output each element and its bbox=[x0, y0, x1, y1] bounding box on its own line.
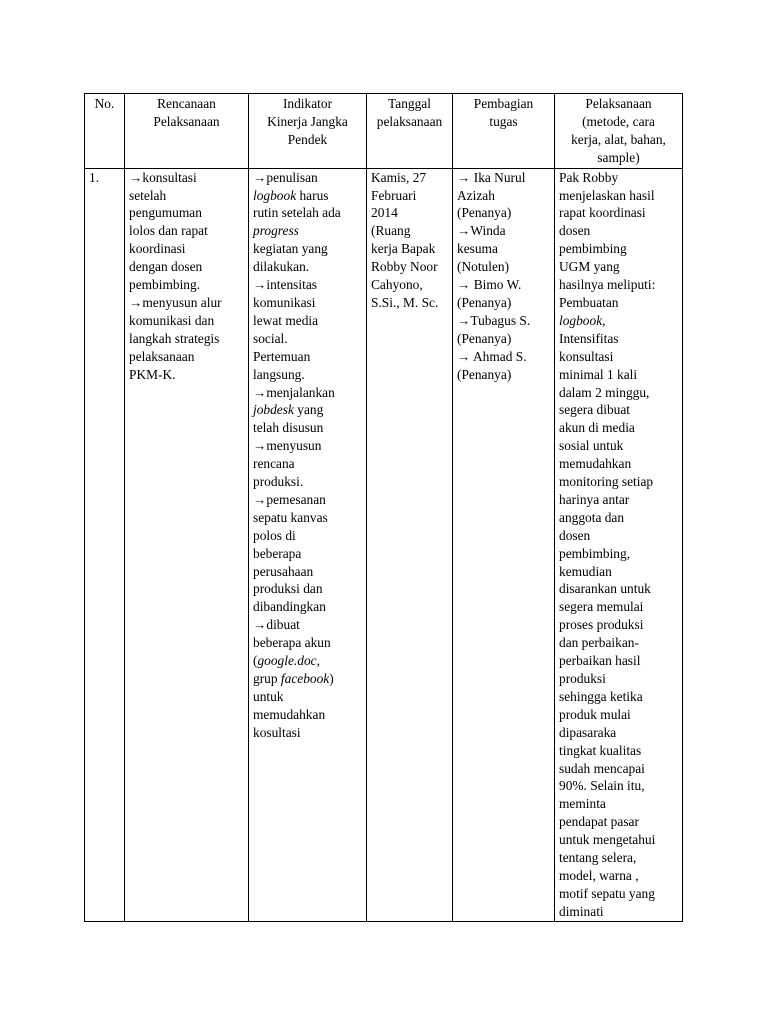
activity-table bbox=[84, 93, 683, 922]
header-indikator: Indikator Kinerja Jangka Pendek bbox=[249, 94, 367, 169]
header-no: No. bbox=[85, 94, 125, 169]
cell-tanggal: Kamis, 27 Februari 2014 (Ruang kerja Bapak Robby Noor Cahyono, S.Si., M. Sc. bbox=[367, 168, 453, 921]
header-pelaksanaan: Pelaksanaan (metode, cara kerja, alat, bahan, sample) bbox=[555, 94, 683, 169]
cell-pembagian: → Ika Nurul Azizah (Penanya) →Winda kesuma (Notulen) → Bimo W. (Penanya) →Tubagus S. (Penanya) → Ahmad S. (Penanya) bbox=[453, 168, 555, 921]
table-row bbox=[85, 168, 683, 921]
cell-rencanaan: →konsultasi setelah pengumuman lolos dan rapat koordinasi dengan dosen pembimbing. →menyusun alur komunikasi dan langkah strategis pelaksanaan PKM-K. bbox=[125, 168, 249, 921]
cell-pelaksanaan: Pak Robby menjelaskan hasil rapat koordinasi dosen pembimbing UGM yang hasilnya meliputi: Pembuatan logbook, Intensifitas konsultasi minimal 1 kali dalam 2 minggu, segera dibuat akun di media sosial untuk memudahkan monitoring setiap harinya antar anggota dan dosen pembimbing, kemudian disarankan untuk segera memulai proses produksi dan perbaikan- perbaikan hasil produksi sehingga ketika produk mulai dipasaraka tingkat kualitas sudah mencapai 90%. Selain itu, meminta pendapat pasar untuk mengetahui tentang selera, model, warna , motif sepatu yang diminati bbox=[555, 168, 683, 921]
header-rencanaan: Rencanaan Pelaksanaan bbox=[125, 94, 249, 169]
header-pembagian: Pembagian tugas bbox=[453, 94, 555, 169]
cell-no: 1. bbox=[85, 168, 125, 921]
table-header-row bbox=[85, 94, 683, 169]
cell-indikator: →penulisan logbook harus rutin setelah ada progress kegiatan yang dilakukan. →intensitas komunikasi lewat media social. Pertemuan langsung. →menjalankan jobdesk yang telah disusun →menyusun rencana produksi. →pemesanan sepatu kanvas polos di beberapa perusahaan produksi dan dibandingkan →dibuat beberapa akun (google.doc, grup facebook) untuk memudahkan kosultasi bbox=[249, 168, 367, 921]
header-tanggal: Tanggal pelaksanaan bbox=[367, 94, 453, 169]
